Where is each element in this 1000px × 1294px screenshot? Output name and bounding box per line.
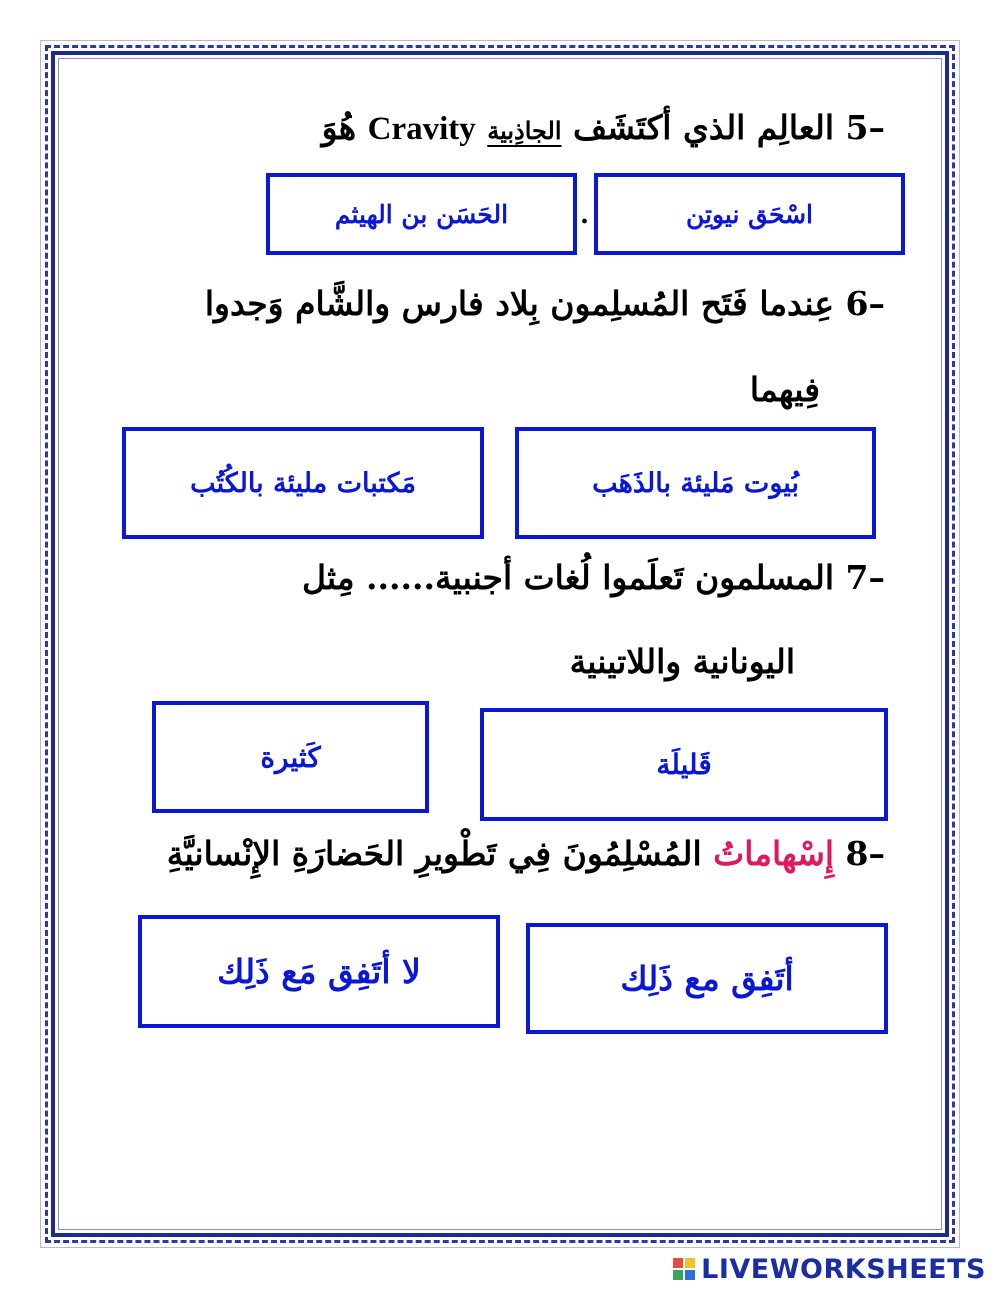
question-5-underlined-word: الجاذِبية	[487, 116, 562, 145]
question-6-option-1[interactable]	[515, 427, 876, 539]
question-6-continuation: فِيهما	[749, 370, 820, 409]
question-5-number: 5–	[845, 108, 885, 147]
question-6-option-2[interactable]	[122, 427, 484, 539]
question-5-option-2-label: الحَسَن بن الهيثم	[334, 199, 509, 229]
liveworksheets-logo-icon	[673, 1258, 697, 1282]
question-6-option-1-label: بُيوت مَليئة بالذَهَب	[592, 467, 799, 499]
question-7-option-2-label: كَثيرة	[260, 740, 321, 774]
question-8-option-1[interactable]	[526, 923, 888, 1034]
question-5-option-1[interactable]	[594, 173, 905, 255]
question-8-option-2[interactable]	[138, 915, 500, 1028]
question-5-text	[322, 108, 885, 148]
question-7-option-1[interactable]	[480, 708, 888, 821]
question-7-continuation: اليونانية واللاتينية	[569, 642, 795, 681]
liveworksheets-logo	[673, 1254, 986, 1285]
question-7-stem: المسلمون تَعلَموا لُغات أجنبية...... مِثل	[301, 558, 835, 597]
question-7-option-2[interactable]	[152, 701, 429, 813]
question-5-option-1-label: اسْحَق نيوتِن	[686, 199, 813, 229]
question-8-option-2-label: لا أتَفِق مَع ذَلِك	[217, 952, 421, 991]
question-8-text	[167, 834, 885, 873]
question-8-highlighted-word: إِسْهاماتُ	[713, 834, 835, 873]
question-8-stem: المُسْلِمُونَ فِي تَطْويرِ الحَضارَةِ الإِنْسانيَّةِ	[166, 834, 702, 873]
question-7-text	[302, 558, 885, 597]
question-5-ending: هُوَ	[321, 108, 357, 147]
liveworksheets-brand-text: LIVEWORKSHEETS	[701, 1254, 986, 1285]
question-6-number: 6–	[845, 284, 885, 323]
question-6-stem: عِندما فَتَح المُسلِمون بِلاد فارس والشَّام وَجدوا	[204, 284, 835, 323]
question-6-text	[205, 284, 885, 323]
question-6-option-2-label: مَكتبات مليئة بالكُتُب	[190, 467, 416, 499]
question-8-option-1-label: أتَفِق مع ذَلِك	[620, 959, 794, 998]
question-5-option-2[interactable]	[266, 173, 577, 255]
separator-dot: .	[580, 200, 590, 230]
question-7-number: 7–	[845, 558, 885, 597]
question-5-latin-word: Cravity	[367, 111, 476, 147]
question-5-stem: العالِم الذي أكتَشَف	[573, 108, 835, 147]
question-7-option-1-label: قَليلَة	[656, 748, 712, 781]
question-8-number: 8–	[845, 834, 885, 873]
